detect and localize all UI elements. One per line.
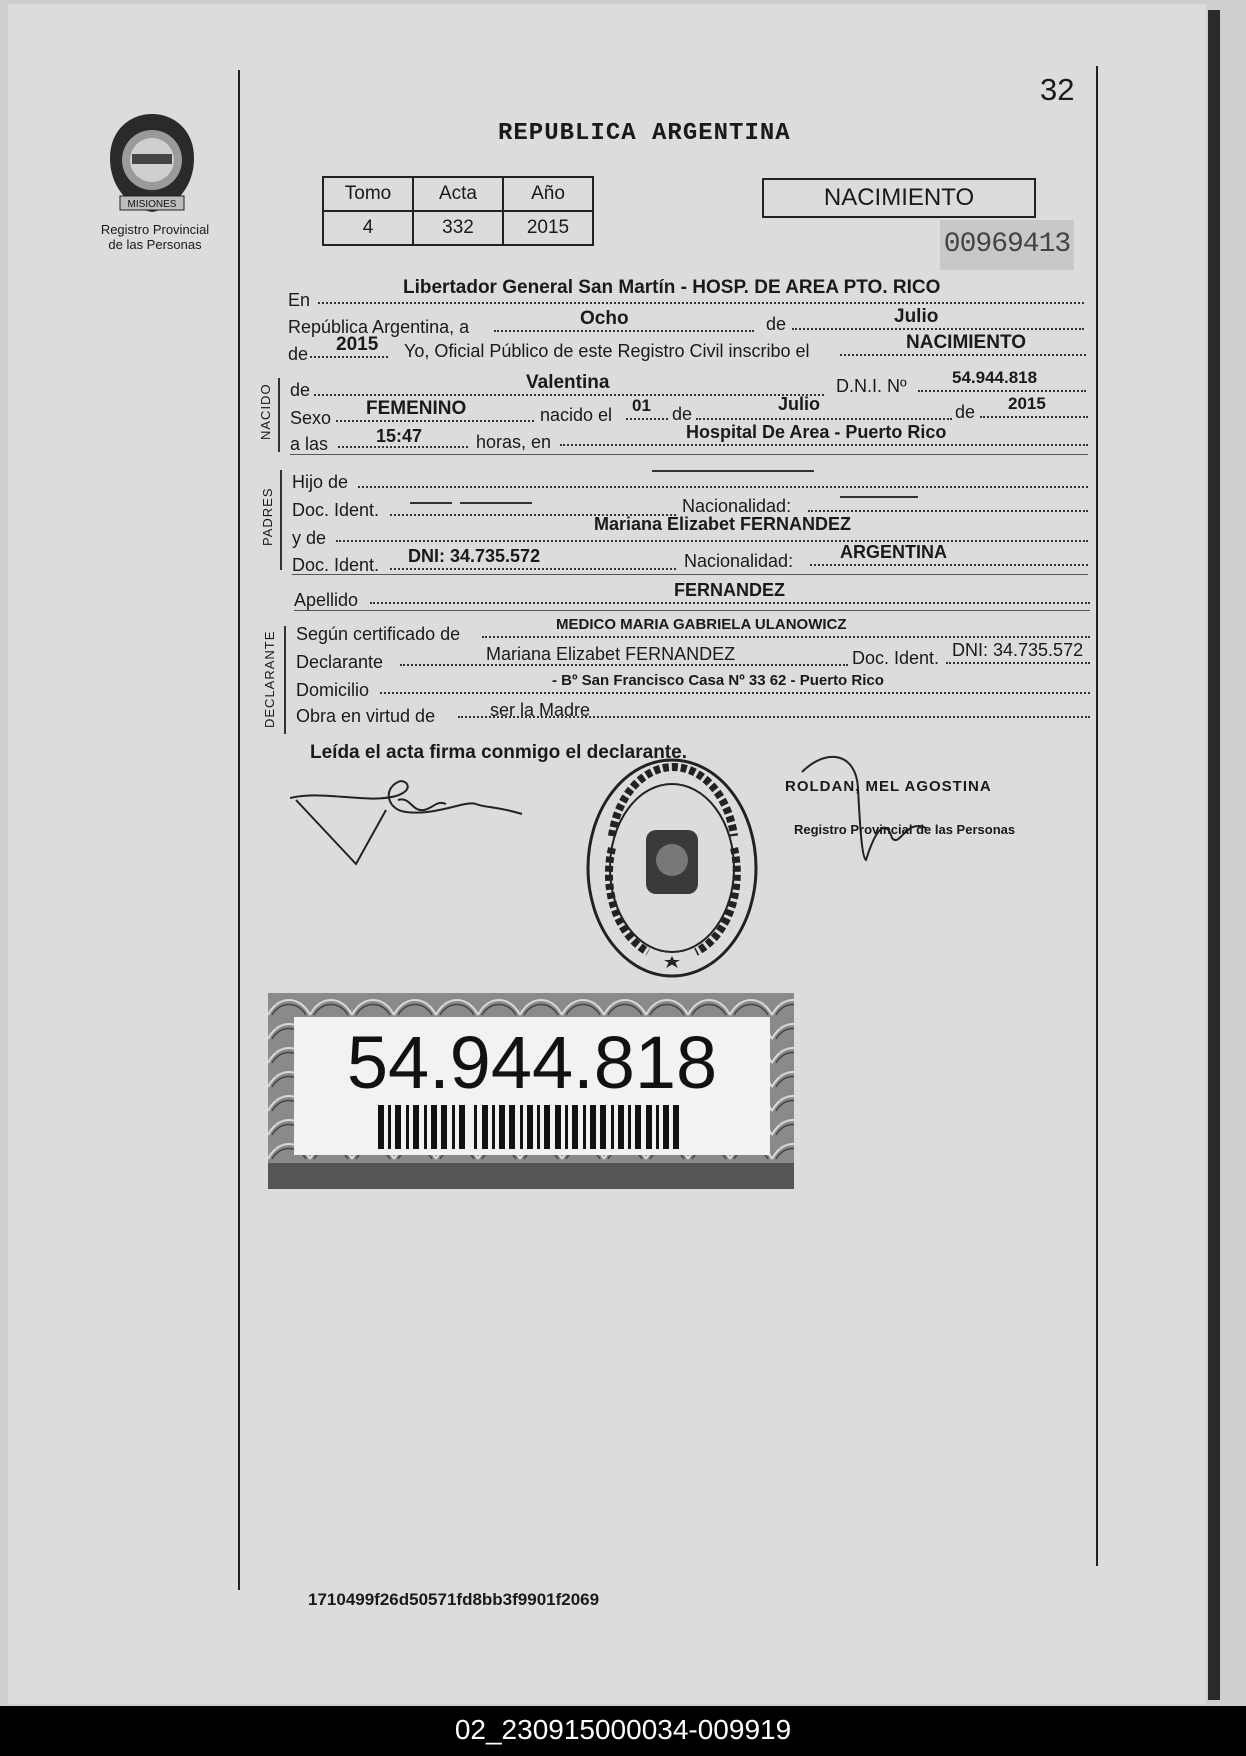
dotted-line bbox=[840, 354, 1086, 356]
en-label: En bbox=[288, 290, 311, 310]
de-label: de bbox=[672, 404, 693, 424]
section-divider bbox=[292, 574, 1088, 575]
dotted-line bbox=[358, 486, 1088, 488]
dotted-line bbox=[390, 568, 676, 570]
hijo-de-label: Hijo de bbox=[292, 472, 349, 492]
anio-header: Año bbox=[503, 177, 593, 211]
day-words: Ocho bbox=[580, 308, 629, 329]
dotted-line bbox=[626, 418, 668, 420]
dotted-line bbox=[310, 356, 388, 358]
dotted-line bbox=[380, 692, 1090, 694]
crossed-out-line bbox=[460, 502, 532, 504]
dotted-line bbox=[918, 390, 1086, 392]
record-type-box: NACIMIENTO bbox=[762, 178, 1036, 218]
dni-label: D.N.I. Nº bbox=[836, 376, 907, 396]
section-label-declarante: DECLARANTE bbox=[262, 630, 277, 728]
nacido-el-label: nacido el bbox=[540, 405, 613, 425]
declarant-doc: DNI: 34.735.572 bbox=[952, 640, 1084, 660]
section-divider bbox=[294, 610, 1090, 611]
dotted-line bbox=[808, 510, 1088, 512]
registry-caption bbox=[90, 222, 220, 252]
tomo-value: 4 bbox=[323, 211, 413, 245]
sexo-value: FEMENINO bbox=[366, 398, 467, 419]
doc-ident-label: Doc. Ident. bbox=[292, 500, 380, 520]
certificado-label: Según certificado de bbox=[296, 624, 461, 644]
obra-value: ser la Madre bbox=[490, 700, 591, 720]
republica-label: República Argentina, a bbox=[288, 317, 470, 337]
declarant-signature bbox=[286, 760, 526, 870]
obra-label: Obra en virtud de bbox=[296, 706, 436, 726]
left-margin-line bbox=[238, 70, 240, 1590]
de-label: de bbox=[955, 402, 976, 422]
a-las-label: a las bbox=[290, 434, 329, 454]
official-stamp bbox=[584, 756, 760, 982]
section-label-nacido: NACIDO bbox=[258, 383, 273, 440]
dotted-line bbox=[314, 394, 824, 396]
certificate-issuer: MEDICO MARIA GABRIELA ULANOWICZ bbox=[556, 616, 847, 633]
birth-place: Hospital De Area - Puerto Rico bbox=[686, 422, 947, 442]
dotted-line bbox=[370, 602, 1090, 604]
dotted-line bbox=[336, 540, 1088, 542]
birth-day: 01 bbox=[632, 396, 651, 415]
y-de-label: y de bbox=[292, 528, 327, 548]
binder-edge bbox=[1208, 10, 1220, 1700]
serial-number: 00969413 bbox=[940, 220, 1074, 270]
registration-place: Libertador General San Martín - HOSP. DE AREA PTO. RICO bbox=[403, 277, 941, 298]
official-office: Registro Provincial de las Personas bbox=[794, 822, 1016, 837]
birth-year: 2015 bbox=[1008, 394, 1046, 413]
section-label-padres: PADRES bbox=[260, 487, 275, 546]
dotted-line bbox=[792, 328, 1084, 330]
declarante-label: Declarante bbox=[296, 652, 384, 672]
section-bracket bbox=[280, 470, 282, 570]
tomo-header: Tomo bbox=[323, 177, 413, 211]
record-value-row bbox=[323, 211, 593, 245]
read-and-sign-text: Leída el acta firma conmigo el declarante. bbox=[310, 742, 687, 763]
child-name: Valentina bbox=[526, 372, 610, 393]
doc-ident-label: Doc. Ident. bbox=[852, 648, 940, 668]
dotted-line bbox=[946, 662, 1090, 664]
svg-text:MISIONES: MISIONES bbox=[127, 199, 177, 210]
surname: FERNANDEZ bbox=[674, 580, 785, 600]
oficial-text: Yo, Oficial Público de este Registro Civil inscribo el bbox=[404, 341, 810, 361]
nacido-de-label: de bbox=[290, 380, 311, 400]
registry-caption-line2: de las Personas bbox=[108, 237, 202, 252]
de-label: de bbox=[288, 344, 309, 364]
nacionalidad-label: Nacionalidad: bbox=[684, 551, 794, 571]
dotted-line bbox=[318, 302, 1084, 304]
file-id-bar bbox=[0, 1706, 1246, 1756]
declarant-name: Mariana Elizabet FERNANDEZ bbox=[486, 644, 736, 664]
section-bracket bbox=[278, 378, 280, 452]
year: 2015 bbox=[336, 334, 379, 355]
inscribe-type: NACIMIENTO bbox=[906, 332, 1026, 353]
document-hash: 1710499f26d50571fd8bb3f9901f2069 bbox=[308, 1590, 600, 1609]
mother-doc: DNI: 34.735.572 bbox=[408, 546, 541, 566]
document-title: REPUBLICA ARGENTINA bbox=[498, 120, 791, 147]
dotted-line bbox=[696, 418, 952, 420]
mother-name: Mariana Elizabet FERNANDEZ bbox=[594, 514, 852, 534]
dotted-line bbox=[810, 564, 1088, 566]
nacionalidad-label: Nacionalidad: bbox=[682, 496, 792, 516]
dotted-line bbox=[482, 636, 1090, 638]
official-signature bbox=[796, 748, 936, 868]
barcode-number: 54.944.818 bbox=[346, 1021, 718, 1104]
right-margin-line bbox=[1096, 66, 1098, 1566]
page-number: 32 bbox=[1040, 72, 1075, 107]
horas-label: horas, en bbox=[476, 432, 552, 452]
month: Julio bbox=[894, 306, 939, 327]
registry-caption-line1: Registro Provincial bbox=[100, 222, 210, 237]
dotted-line bbox=[494, 330, 754, 332]
doc-ident-label: Doc. Ident. bbox=[292, 555, 380, 575]
domicilio-value: - Bº San Francisco Casa Nº 33 62 - Puerto Rico bbox=[552, 672, 884, 689]
de-label: de bbox=[766, 314, 787, 334]
domicilio-label: Domicilio bbox=[296, 680, 370, 700]
record-header-row bbox=[323, 177, 593, 211]
crossed-out-line bbox=[410, 502, 452, 504]
official-name: ROLDAN, MEL AGOSTINA bbox=[785, 778, 992, 795]
crossed-out-line bbox=[652, 470, 814, 472]
acta-value: 332 bbox=[413, 211, 503, 245]
dotted-line bbox=[560, 444, 1088, 446]
file-id: 02_230915000034-009919 bbox=[454, 1714, 792, 1745]
dotted-line bbox=[336, 420, 534, 422]
child-dni: 54.944.818 bbox=[952, 368, 1038, 387]
section-divider bbox=[290, 454, 1088, 455]
birth-month: Julio bbox=[778, 394, 821, 414]
acta-header: Acta bbox=[413, 177, 503, 211]
birth-time: 15:47 bbox=[376, 426, 423, 446]
crossed-out-line bbox=[840, 496, 918, 498]
section-bracket bbox=[284, 626, 286, 734]
apellido-label: Apellido bbox=[294, 590, 359, 610]
dotted-line bbox=[980, 416, 1088, 418]
mother-nationality: ARGENTINA bbox=[840, 542, 947, 562]
province-seal-logo bbox=[100, 108, 204, 220]
record-table bbox=[322, 176, 594, 246]
sexo-label: Sexo bbox=[290, 408, 332, 428]
anio-value: 2015 bbox=[503, 211, 593, 245]
